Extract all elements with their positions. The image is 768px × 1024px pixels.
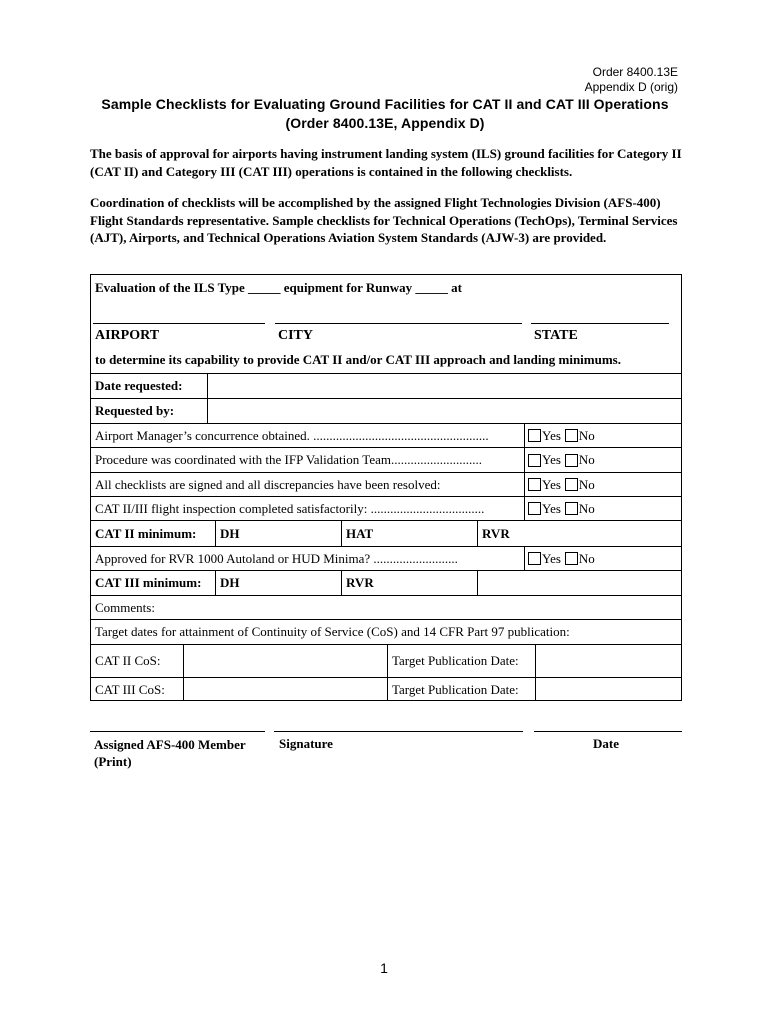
check-row-airport-manager xyxy=(91,423,681,447)
purpose-line: to determine its capability to provide CAT II and/or CAT III approach and landing minimums. xyxy=(95,352,621,367)
no-checkbox[interactable] xyxy=(565,502,578,515)
check-label: Procedure was coordinated with the IFP Validation Team............................ xyxy=(95,452,482,467)
yes-label: Yes xyxy=(542,427,561,443)
comments-row[interactable] xyxy=(91,595,681,619)
yes-checkbox[interactable] xyxy=(528,502,541,515)
date-requested-row xyxy=(91,373,681,398)
no-label: No xyxy=(578,427,595,443)
cat3-rvr-field[interactable] xyxy=(342,571,477,595)
cat3-cos-label: CAT III CoS: xyxy=(95,681,165,697)
cat2-cos-row xyxy=(91,644,681,677)
intro-paragraph-1: The basis of approval for airports having instrument landing system (ILS) ground facilities for Category II (CAT II) and Category III (CAT III) operations is contained in the following checklists. xyxy=(90,146,682,179)
city-label: CITY xyxy=(278,328,314,343)
cat2-rvr-field[interactable] xyxy=(478,521,681,546)
cat2-dh-field[interactable] xyxy=(216,521,341,546)
cat3-dh-field[interactable] xyxy=(216,571,341,595)
evaluation-line: Evaluation of the ILS Type _____ equipment for Runway _____ at xyxy=(95,280,462,295)
check-row-ifp-validation xyxy=(91,447,681,472)
signature-label: Signature xyxy=(279,736,333,751)
check-label: Airport Manager’s concurrence obtained. ...................................................... xyxy=(95,427,489,443)
state-label: STATE xyxy=(534,328,578,343)
cat2-hat-field[interactable] xyxy=(342,521,477,546)
yes-label: Yes xyxy=(542,550,561,566)
cat3-cos-row xyxy=(91,677,681,701)
no-label: No xyxy=(578,500,595,516)
target-publication-label: Target Publication Date: xyxy=(392,653,519,668)
comments-label: Comments: xyxy=(95,599,155,615)
checklist-form xyxy=(90,274,682,701)
city-underline[interactable] xyxy=(275,323,522,324)
cat3-empty-field[interactable] xyxy=(478,571,681,595)
rvr-label: RVR xyxy=(482,525,510,541)
yes-label: Yes xyxy=(542,476,561,492)
cat3-minimum-label: CAT III minimum: xyxy=(95,575,202,590)
yes-label: Yes xyxy=(542,452,561,467)
page-number: 1 xyxy=(380,960,388,976)
check-label: All checklists are signed and all discrepancies have been resolved: xyxy=(95,476,441,492)
cat2-minimum-row xyxy=(91,520,681,546)
airport-label: AIRPORT xyxy=(95,328,160,343)
yes-checkbox[interactable] xyxy=(528,429,541,442)
intro-paragraph-2: Coordination of checklists will be accomplished by the assigned Flight Technologies Division (AFS-400) Flight Standards representative. Sample checklists for Technical Operations (TechOps), Terminal Services (AJT), Airports, and Technical Operations Aviation System Standards (AJW-3) are provided. xyxy=(90,195,678,245)
no-checkbox[interactable] xyxy=(565,429,578,442)
check-row-discrepancies xyxy=(91,472,681,496)
date-label: Date xyxy=(593,736,619,751)
signature-line[interactable] xyxy=(274,731,523,732)
target-publication-label: Target Publication Date: xyxy=(392,681,519,697)
no-checkbox[interactable] xyxy=(565,552,578,565)
target-dates-label: Target dates for attainment of Continuity of Service (CoS) and 14 CFR Part 97 publication: xyxy=(95,624,570,639)
no-label: No xyxy=(578,452,595,467)
check-label: CAT II/III flight inspection completed satisfactorily: ................................... xyxy=(95,500,485,516)
dh-label: DH xyxy=(220,525,240,541)
rvr-label: RVR xyxy=(346,575,374,590)
dh-label: DH xyxy=(220,575,240,590)
cat3-cos-field[interactable] xyxy=(184,678,387,701)
yes-label: Yes xyxy=(542,500,561,516)
check-row-flight-inspection xyxy=(91,496,681,520)
cat2-publication-date-field[interactable] xyxy=(536,645,681,677)
order-number: Order 8400.13E xyxy=(592,65,678,79)
no-checkbox[interactable] xyxy=(565,454,578,467)
no-label: No xyxy=(578,476,595,492)
date-requested-field[interactable] xyxy=(208,374,681,398)
requested-by-field[interactable] xyxy=(208,399,681,423)
approved-rvr-row xyxy=(91,546,681,570)
date-requested-label: Date requested: xyxy=(95,378,183,393)
cat2-cos-label: CAT II CoS: xyxy=(95,653,161,668)
assigned-member-label: Assigned AFS-400 Member (Print) xyxy=(94,737,246,769)
requested-by-label: Requested by: xyxy=(95,403,175,418)
airport-underline[interactable] xyxy=(93,323,265,324)
page-title: Sample Checklists for Evaluating Ground Facilities for CAT II and CAT III Operations (Order 8400.13E, Appendix D) xyxy=(101,96,669,131)
member-signature-line[interactable] xyxy=(90,731,265,732)
cat3-minimum-row xyxy=(91,570,681,595)
state-underline[interactable] xyxy=(531,323,669,324)
yes-checkbox[interactable] xyxy=(528,454,541,467)
cat2-cos-field[interactable] xyxy=(184,645,387,677)
requested-by-row xyxy=(91,398,681,423)
approved-rvr-label: Approved for RVR 1000 Autoland or HUD Minima? .......................... xyxy=(95,550,458,566)
date-line[interactable] xyxy=(534,731,682,732)
target-dates-row xyxy=(91,619,681,644)
yes-checkbox[interactable] xyxy=(528,552,541,565)
hat-label: HAT xyxy=(346,525,374,541)
cat3-publication-date-field[interactable] xyxy=(536,678,681,701)
no-checkbox[interactable] xyxy=(565,478,578,491)
no-label: No xyxy=(578,550,595,566)
cat2-minimum-label: CAT II minimum: xyxy=(95,525,197,541)
appendix-label: Appendix D (orig) xyxy=(584,80,678,94)
yes-checkbox[interactable] xyxy=(528,478,541,491)
